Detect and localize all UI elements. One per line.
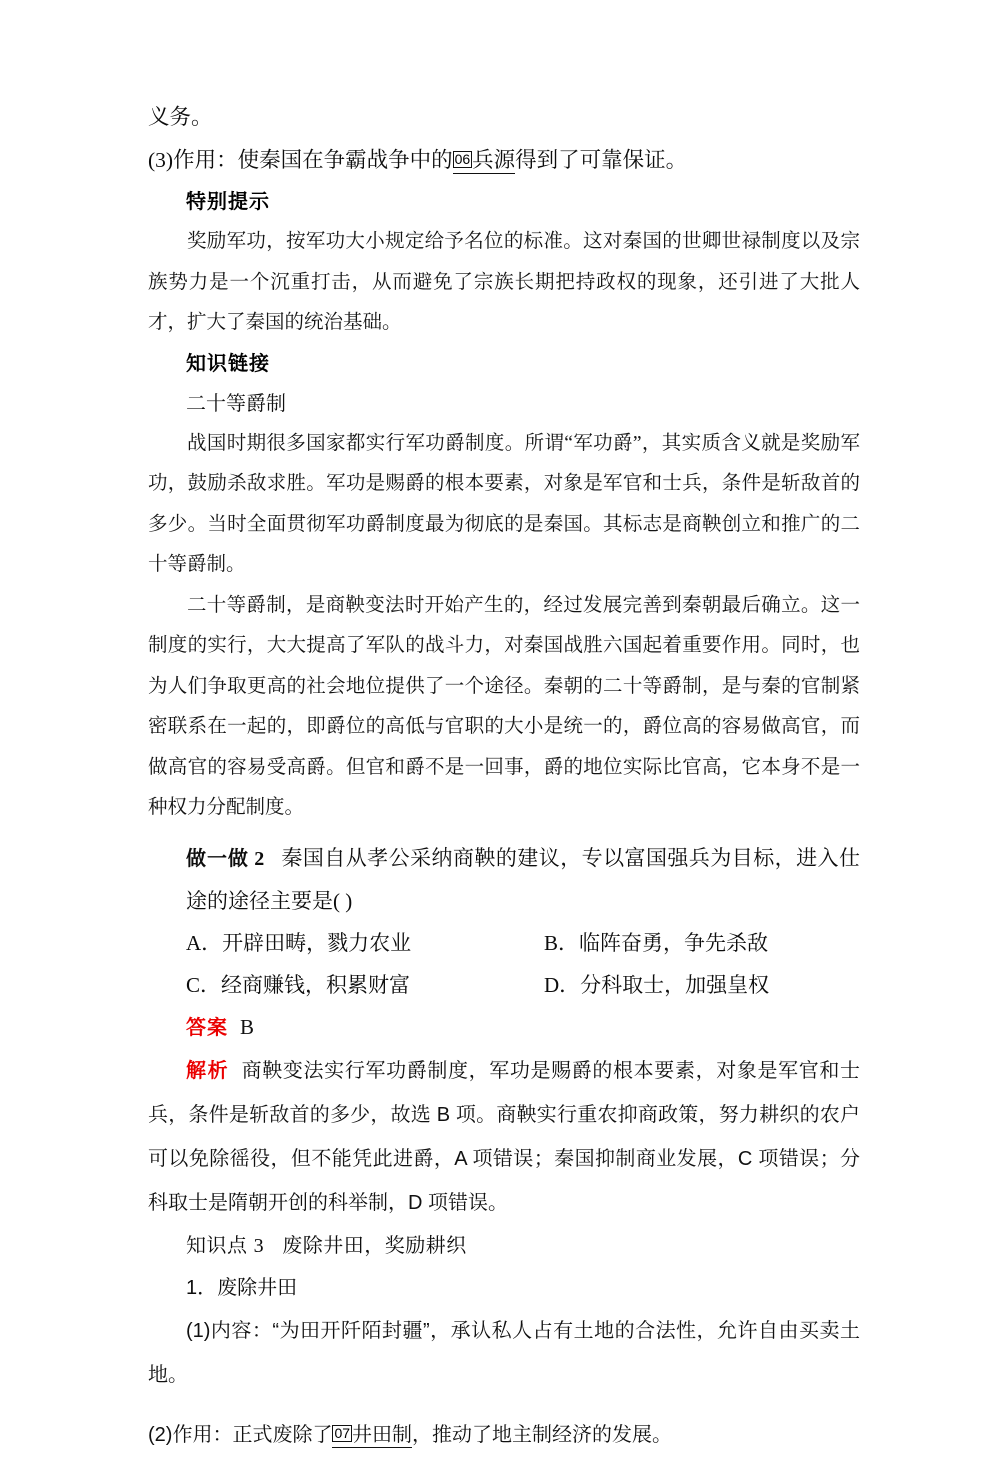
option-d-text: 分科取士，加强皇权 — [580, 972, 770, 997]
link-paragraph-2: 二十等爵制，是商鞅变法时开始产生的，经过发展完善到秦朝最后确立。这一制度的实行，大大提高了军队的战斗力，对秦国战胜六国起着重要作用。同时，也为人们争取更高的社会地位提供了一个途径。秦朝的二十等爵制，是与秦的官制紧密联系在一起的，即爵位的高低与官职的大小是统一的，爵位高的容易做高官，而做高官的容易受高爵。但官和爵不是一回事，爵的地位实际比官高，它本身不是一种权力分配制度。 — [148, 594, 860, 818]
answer-line — [148, 1006, 860, 1049]
option-c[interactable] — [186, 964, 516, 1006]
option-c-key: C． — [186, 972, 222, 997]
answer-label: 答案 — [186, 1016, 228, 1039]
exercise-stem — [148, 837, 860, 922]
exercise-label: 做一做 — [186, 847, 249, 870]
option-d[interactable] — [516, 964, 874, 1006]
option-row — [186, 964, 860, 1006]
option-a-key: A． — [186, 930, 223, 955]
option-row — [186, 922, 860, 964]
carryover-text: 义务。 — [148, 105, 213, 129]
kp-number: 3 — [253, 1234, 265, 1257]
answer-value: B — [240, 1014, 255, 1039]
option-b-key: B． — [544, 930, 580, 955]
exercise-stem-text: 秦国自从孝公采纳商鞅的建议，专以富国强兵为目标，进入仕途的途径主要是( ) — [186, 845, 861, 913]
effect-suffix: 得到了可靠保证。 — [515, 148, 688, 172]
kp-title: 废除井田，奖励耕织 — [282, 1234, 467, 1257]
kp-label: 知识点 — [186, 1234, 248, 1257]
option-a[interactable] — [186, 922, 516, 964]
kp-effect-answer: 井田制 — [352, 1423, 413, 1446]
link-paragraph-1: 战国时期很多国家都实行军功爵制度。所谓“军功爵”，其实质含义就是奖励军功，鼓励杀敌求胜。军功是赐爵的根本要素，对象是军官和士兵，条件是斩敌首的多少。当时全面贯彻军功爵制度最为彻底的是秦国。其标志是商鞅创立和推广的二十等爵制。 — [148, 432, 860, 575]
option-c-text: 经商赚钱，积累财富 — [221, 972, 411, 997]
analysis-label: 解析 — [186, 1059, 230, 1082]
link-subtitle: 二十等爵制 — [186, 392, 286, 415]
option-a-text: 开辟田畴，戮力农业 — [222, 930, 412, 955]
blank-underline-run-06 — [453, 148, 516, 174]
kp-content-text: (1)内容：“为田开阡陌封疆”，承认私人占有土地的合法性，允许自由买卖土地。 — [148, 1319, 860, 1386]
option-b[interactable] — [516, 922, 874, 964]
option-d-key: D． — [544, 972, 581, 997]
link-heading: 知识链接 — [186, 352, 270, 375]
blank-underline-run-07 — [332, 1424, 412, 1448]
knowledge-point-heading — [148, 1225, 860, 1267]
tip-heading: 特别提示 — [186, 191, 270, 213]
kp-content-line — [148, 1309, 860, 1397]
kp-effect-prefix: (2)作用：正式废除了 — [148, 1423, 333, 1446]
blank-box-06: 06 — [454, 151, 471, 167]
blank-box-07: 07 — [334, 1424, 351, 1441]
kp-effect-line — [148, 1413, 860, 1457]
exercise-number: 2 — [254, 847, 265, 870]
tip-body: 奖励军功，按军功大小规定给予名位的标准。这对秦国的世卿世禄制度以及宗族势力是一个沉重打击，从而避免了宗族长期把持政权的现象，还引进了大批人才，扩大了秦国的统治基础。 — [148, 231, 860, 333]
kp-item-1-title: 1．废除井田 — [186, 1276, 298, 1299]
effect-answer: 兵源 — [472, 148, 516, 172]
carryover-line — [148, 96, 860, 139]
analysis-block — [148, 1049, 860, 1225]
exercise-options — [148, 922, 860, 1006]
page-content — [148, 96, 860, 1457]
spacer — [148, 829, 860, 837]
analysis-text: 商鞅变法实行军功爵制度，军功是赐爵的根本要素，对象是军官和士兵，条件是斩敌首的多少，故选 B 项。商鞅实行重农抑商政策，努力耕织的农户可以免除徭役，但不能凭此进爵，A 项错误；秦国抑制商业发展，C 项错误；分科取士是隋朝开创的科举制，D 项错误。 — [148, 1059, 861, 1214]
kp-effect-suffix: ，推动了地主制经济的发展。 — [412, 1423, 673, 1446]
option-b-text: 临阵奋勇，争先杀敌 — [579, 930, 769, 955]
effect-prefix: (3)作用：使秦国在争霸战争中的 — [148, 148, 453, 172]
spacer — [148, 1397, 860, 1413]
effect-item-3 — [148, 139, 860, 182]
